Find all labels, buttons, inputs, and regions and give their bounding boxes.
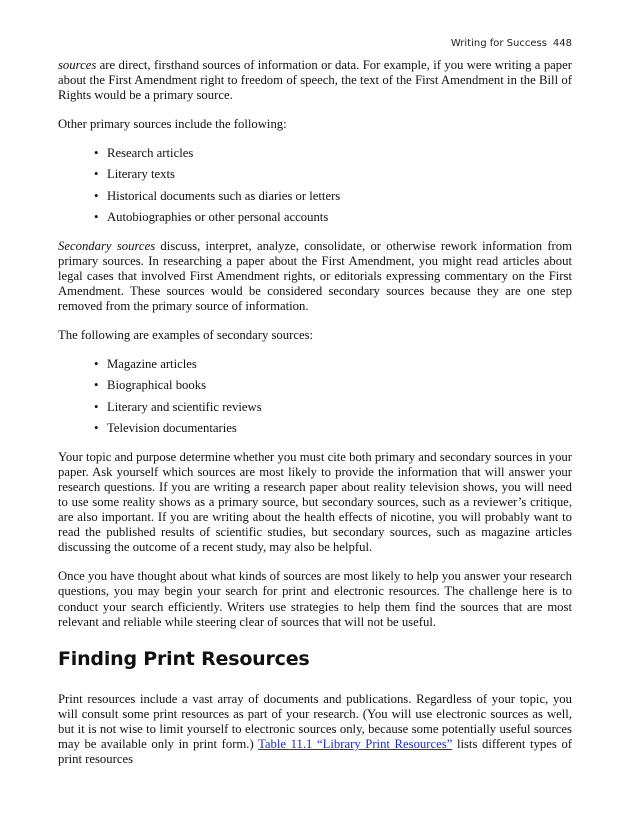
- list-item: • Biographical books: [107, 378, 572, 393]
- paragraph-secondary-intro: The following are examples of secondary sources:: [58, 328, 314, 343]
- paragraph-search-strategy: Once you have thought about what kinds of sources are most likely to help you answer your research questions, you may begin your search for print and electronic resources. The challenge here is to conduct your search efficiently. Writers use strategies to help them find the sources that are most relevant and reliable while steering clear of sources that will not be useful.: [58, 569, 572, 629]
- primary-sources-list: [58, 146, 572, 224]
- list-item: • Literary texts: [107, 167, 572, 182]
- list-item: • Literary and scientific reviews: [107, 400, 572, 415]
- paragraph-text: discuss, interpret, analyze, consolidate, or otherwise rework information from primary sources. In researching a paper about the First Amendment, you might read articles about legal cases that involved First Amendment rights, or editorials expressing commentary on the First Amendment. These sources would be considered secondary sources because they are one step removed from the primary source of information.: [58, 238, 572, 314]
- paragraph-primary-sources-definition: [58, 58, 572, 103]
- paragraph-print-resources: [58, 692, 572, 767]
- term-sources: sources: [58, 58, 97, 72]
- running-header: [451, 38, 572, 49]
- list-item: • Research articles: [107, 146, 572, 161]
- table-cross-reference-link[interactable]: Table 11.1 “Library Print Resources”: [258, 737, 453, 752]
- paragraph-text: are direct, firsthand sources of information or data. For example, if you were writing a paper about the First Amendment right to freedom of speech, the text of the First Amendment in the Bill of Rights would be a primary source.: [58, 58, 572, 103]
- page-number: 448: [552, 38, 572, 49]
- section-heading: Finding Print Resources: [58, 647, 310, 670]
- list-item: • Magazine articles: [107, 357, 572, 372]
- list-item: • Autobiographies or other personal accounts: [107, 210, 572, 225]
- book-title: Writing for Success: [450, 38, 547, 49]
- term-secondary-sources: Secondary sources: [58, 238, 156, 253]
- list-item: • Historical documents such as diaries or letters: [107, 189, 572, 204]
- secondary-sources-list: [58, 357, 572, 435]
- paragraph-primary-intro: Other primary sources include the following:: [58, 117, 287, 132]
- paragraph-topic-and-purpose: Your topic and purpose determine whether you must cite both primary and secondary sources in your paper. Ask yourself which sources are most likely to provide the information that will answer your research questions. If you are writing a research paper about reality television shows, you will need to use some reality shows as a primary source, but secondary sources, such as a reviewer’s critique, are also important. If you are writing about the health effects of nicotine, you will probably want to read the published results of scientific studies, but secondary sources, such as magazine articles discussing the outcome of a recent study, may also be helpful.: [58, 449, 572, 555]
- paragraph-text: Print resources include a vast array of documents and publications. Regardless of your topic, you will consult some print resources as part of your research. (You will use electronic sources as well, but it is not wise to limit yourself to electronic sources only, because some potentially useful sources may be available only in print form.): [58, 691, 572, 752]
- list-item: • Television documentaries: [107, 421, 572, 436]
- paragraph-secondary-sources-definition: [58, 239, 572, 314]
- paragraph-text: lists different types of print resources: [58, 737, 573, 767]
- page-body: [58, 58, 572, 781]
